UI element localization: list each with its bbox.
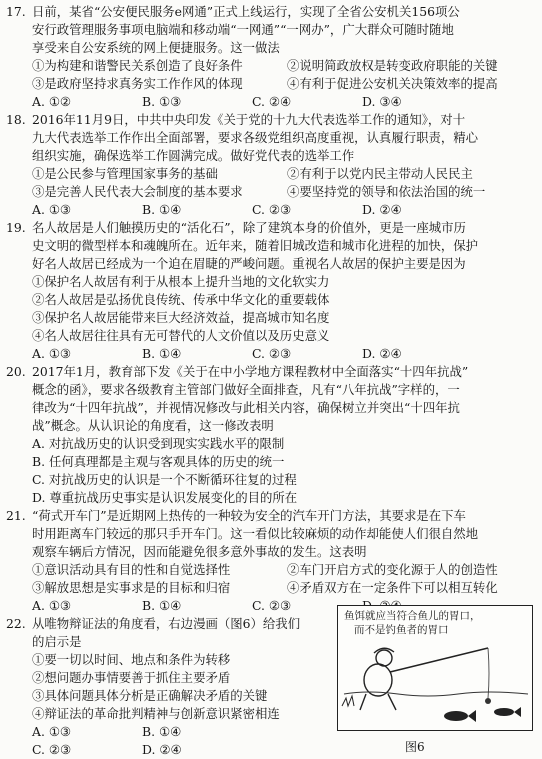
option: ②有利于以党内民主带动人民民主 xyxy=(287,166,473,181)
question-number: 18. xyxy=(6,112,26,127)
question-17 xyxy=(6,3,542,111)
answer-choice: D. ②④ xyxy=(142,742,182,757)
answer-choices xyxy=(32,93,542,111)
answer-choice: B. ①④ xyxy=(142,346,182,361)
option-row xyxy=(32,57,542,75)
caption-line: 鱼饵就应当符合鱼儿的胃口， xyxy=(344,610,481,622)
question-number: 19. xyxy=(6,220,26,235)
answer-choice: C. ②③ xyxy=(32,742,72,757)
option-row xyxy=(32,75,542,93)
figure-label: 图6 xyxy=(405,740,425,754)
answer-choice: C. ②③ xyxy=(252,202,292,217)
answer-choice: A. ①③ xyxy=(32,598,72,613)
stem-line: 观察车辆后方情况，因而能避免很多意外事故的发生。这表明 xyxy=(32,544,367,559)
stem-line: 2017年1月，教育部下发《关于在中小学地方课程教材中全面落实“十四年抗战” xyxy=(32,364,469,379)
option: ①为构建和谐警民关系创造了良好条件 xyxy=(32,58,243,73)
stem-line: 概念的函》，要求各级教育主管部门做好全面排查，凡有“八年抗战”字样的，一 xyxy=(32,382,460,397)
option: ②车门开启方式的变化源于人的创造性 xyxy=(287,562,498,577)
question-18 xyxy=(6,111,542,219)
answer-choice: B. ①④ xyxy=(142,598,182,613)
option: ②说明简政放权是转变政府职能的关键 xyxy=(287,58,498,73)
answer-choice: C. ②③ xyxy=(252,346,292,361)
stem-line: 九大代表选举工作作出全面部署，要求各级党组织高度重视，认真履行职责，精心 xyxy=(32,130,479,145)
answer-choice: A. ①② xyxy=(32,94,72,109)
option: ③是政府坚持求真务实工作作风的体现 xyxy=(32,76,243,91)
question-stem xyxy=(32,219,542,273)
option: ②想问题办事情要善于抓住主要矛盾 xyxy=(32,670,231,685)
answer-choice: B. ①④ xyxy=(142,724,182,739)
answer-choice: A. ①③ xyxy=(32,202,72,217)
stem-line: “荷式开车门”是近期网上热传的一种较为安全的汽车开门方法，其要求是在下车 xyxy=(32,508,466,523)
option: ④名人故居往往具有无可替代的人文价值以及历史意义 xyxy=(32,328,330,343)
question-20 xyxy=(6,363,542,507)
answer-choice: B. ①④ xyxy=(142,202,182,217)
cartoon-figure xyxy=(337,605,533,731)
option: ④矛盾双方在一定条件下可以相互转化 xyxy=(287,580,498,595)
cartoon-caption xyxy=(344,609,481,637)
stem-line: 史文明的微型样本和魂魄所在。近年来，随着旧城改造和城市化进程的加快，保护 xyxy=(32,238,479,253)
question-21 xyxy=(6,507,542,615)
caption-line: 而不是钓鱼者的胃口 xyxy=(354,624,449,636)
answer-choice: A. ①③ xyxy=(32,724,72,739)
answer-choices xyxy=(32,345,542,363)
answer-choices xyxy=(32,201,542,219)
option: ③具体问题具体分析是正确解决矛盾的关键 xyxy=(32,688,268,703)
option: ④辩证法的革命批判精神与创新意识紧密相连 xyxy=(32,706,280,721)
answer-choice: D. ②④ xyxy=(362,346,402,361)
option: ④有利于促进公安机关决策效率的提高 xyxy=(287,76,498,91)
option-row xyxy=(32,561,542,579)
option: A. 对抗战历史的认识受到现实实践水平的限制 xyxy=(32,436,285,451)
option: ③保护名人故居能带来巨大经济效益，提高城市知名度 xyxy=(32,310,330,325)
option: ④要坚持党的领导和依法治国的统一 xyxy=(287,184,486,199)
question-number: 17. xyxy=(6,4,26,19)
stem-line: 日前，某省“公安便民服务e网通”正式上线运行，实现了全省公安机关156项公 xyxy=(32,4,460,19)
answer-choice: A. ①③ xyxy=(32,346,72,361)
stem-line: 2016年11月9日，中共中央印发《关于党的十九大代表选举工作的通知》，对十 xyxy=(32,112,466,127)
question-stem xyxy=(32,111,542,165)
answer-choice: C. ②④ xyxy=(252,94,292,109)
option: D. 尊重抗战历史事实是认识发展变化的目的所在 xyxy=(32,490,298,505)
answer-choices xyxy=(32,723,342,741)
stem-line: 组织实施，确保选举工作圆满完成。做好党代表的选举工作 xyxy=(32,148,355,163)
option-row xyxy=(32,579,542,597)
answer-choice: D. ③④ xyxy=(362,94,402,109)
option-row xyxy=(32,165,542,183)
stem-line: 从唯物辩证法的角度看，右边漫画（图6）给我们 xyxy=(32,616,301,631)
option: ①要一切以时间、地点和条件为转移 xyxy=(32,652,231,667)
stem-line: 名人故居是人们触摸历史的“活化石”，除了建筑本身的价值外，更是一座城市历 xyxy=(32,220,466,235)
question-stem xyxy=(32,3,542,57)
stem-line: 安行政管理服务事项电脑端和移动端“一网通”“一网办”，广大群众可随时随地 xyxy=(32,22,454,37)
answer-choice: B. ①③ xyxy=(142,94,182,109)
answer-choice: C. ②③ xyxy=(252,598,292,613)
option: ③解放思想是实事求是的目标和归宿 xyxy=(32,580,231,595)
option: B. 任何真理都是主观与客观具体的历史的统一 xyxy=(32,454,285,469)
option: C. 对抗战历史的认识是一个不断循环往复的过程 xyxy=(32,472,297,487)
option: ③是完善人民代表大会制度的基本要求 xyxy=(32,184,243,199)
stem-line: 时用距离车门较远的那只手开车门。这一看似比较麻烦的动作却能使人们很自然地 xyxy=(32,526,479,541)
question-number: 22. xyxy=(6,616,26,631)
question-19 xyxy=(6,219,542,363)
answer-choice: D. ②④ xyxy=(362,202,402,217)
question-number: 20. xyxy=(6,364,26,379)
question-number: 21. xyxy=(6,508,26,523)
question-stem xyxy=(32,507,542,561)
option: ①意识活动具有目的性和自觉选择性 xyxy=(32,562,231,577)
stem-line: 好名人故居已经成为一个迫在眉睫的严峻问题。重视名人故居的保护主要是因为 xyxy=(32,256,466,271)
stem-line: 律改为“十四年抗战”，并视情况修改与此相关内容，确保树立并突出“十四年抗 xyxy=(32,400,460,415)
stem-line: 享受来自公安系统的网上便捷服务。这一做法 xyxy=(32,40,280,55)
answer-choices xyxy=(32,741,342,759)
option-row xyxy=(32,183,542,201)
option: ②名人故居是弘扬优良传统、传承中华文化的重要载体 xyxy=(32,292,330,307)
stem-line: 战”概念。从认识论的角度看，这一修改表明 xyxy=(32,418,274,433)
option: ①是公民参与管理国家事务的基础 xyxy=(32,166,218,181)
option: ①保护名人故居有利于从根本上提升当地的文化软实力 xyxy=(32,274,330,289)
question-stem xyxy=(32,363,542,435)
stem-line: 的启示是 xyxy=(32,634,82,649)
